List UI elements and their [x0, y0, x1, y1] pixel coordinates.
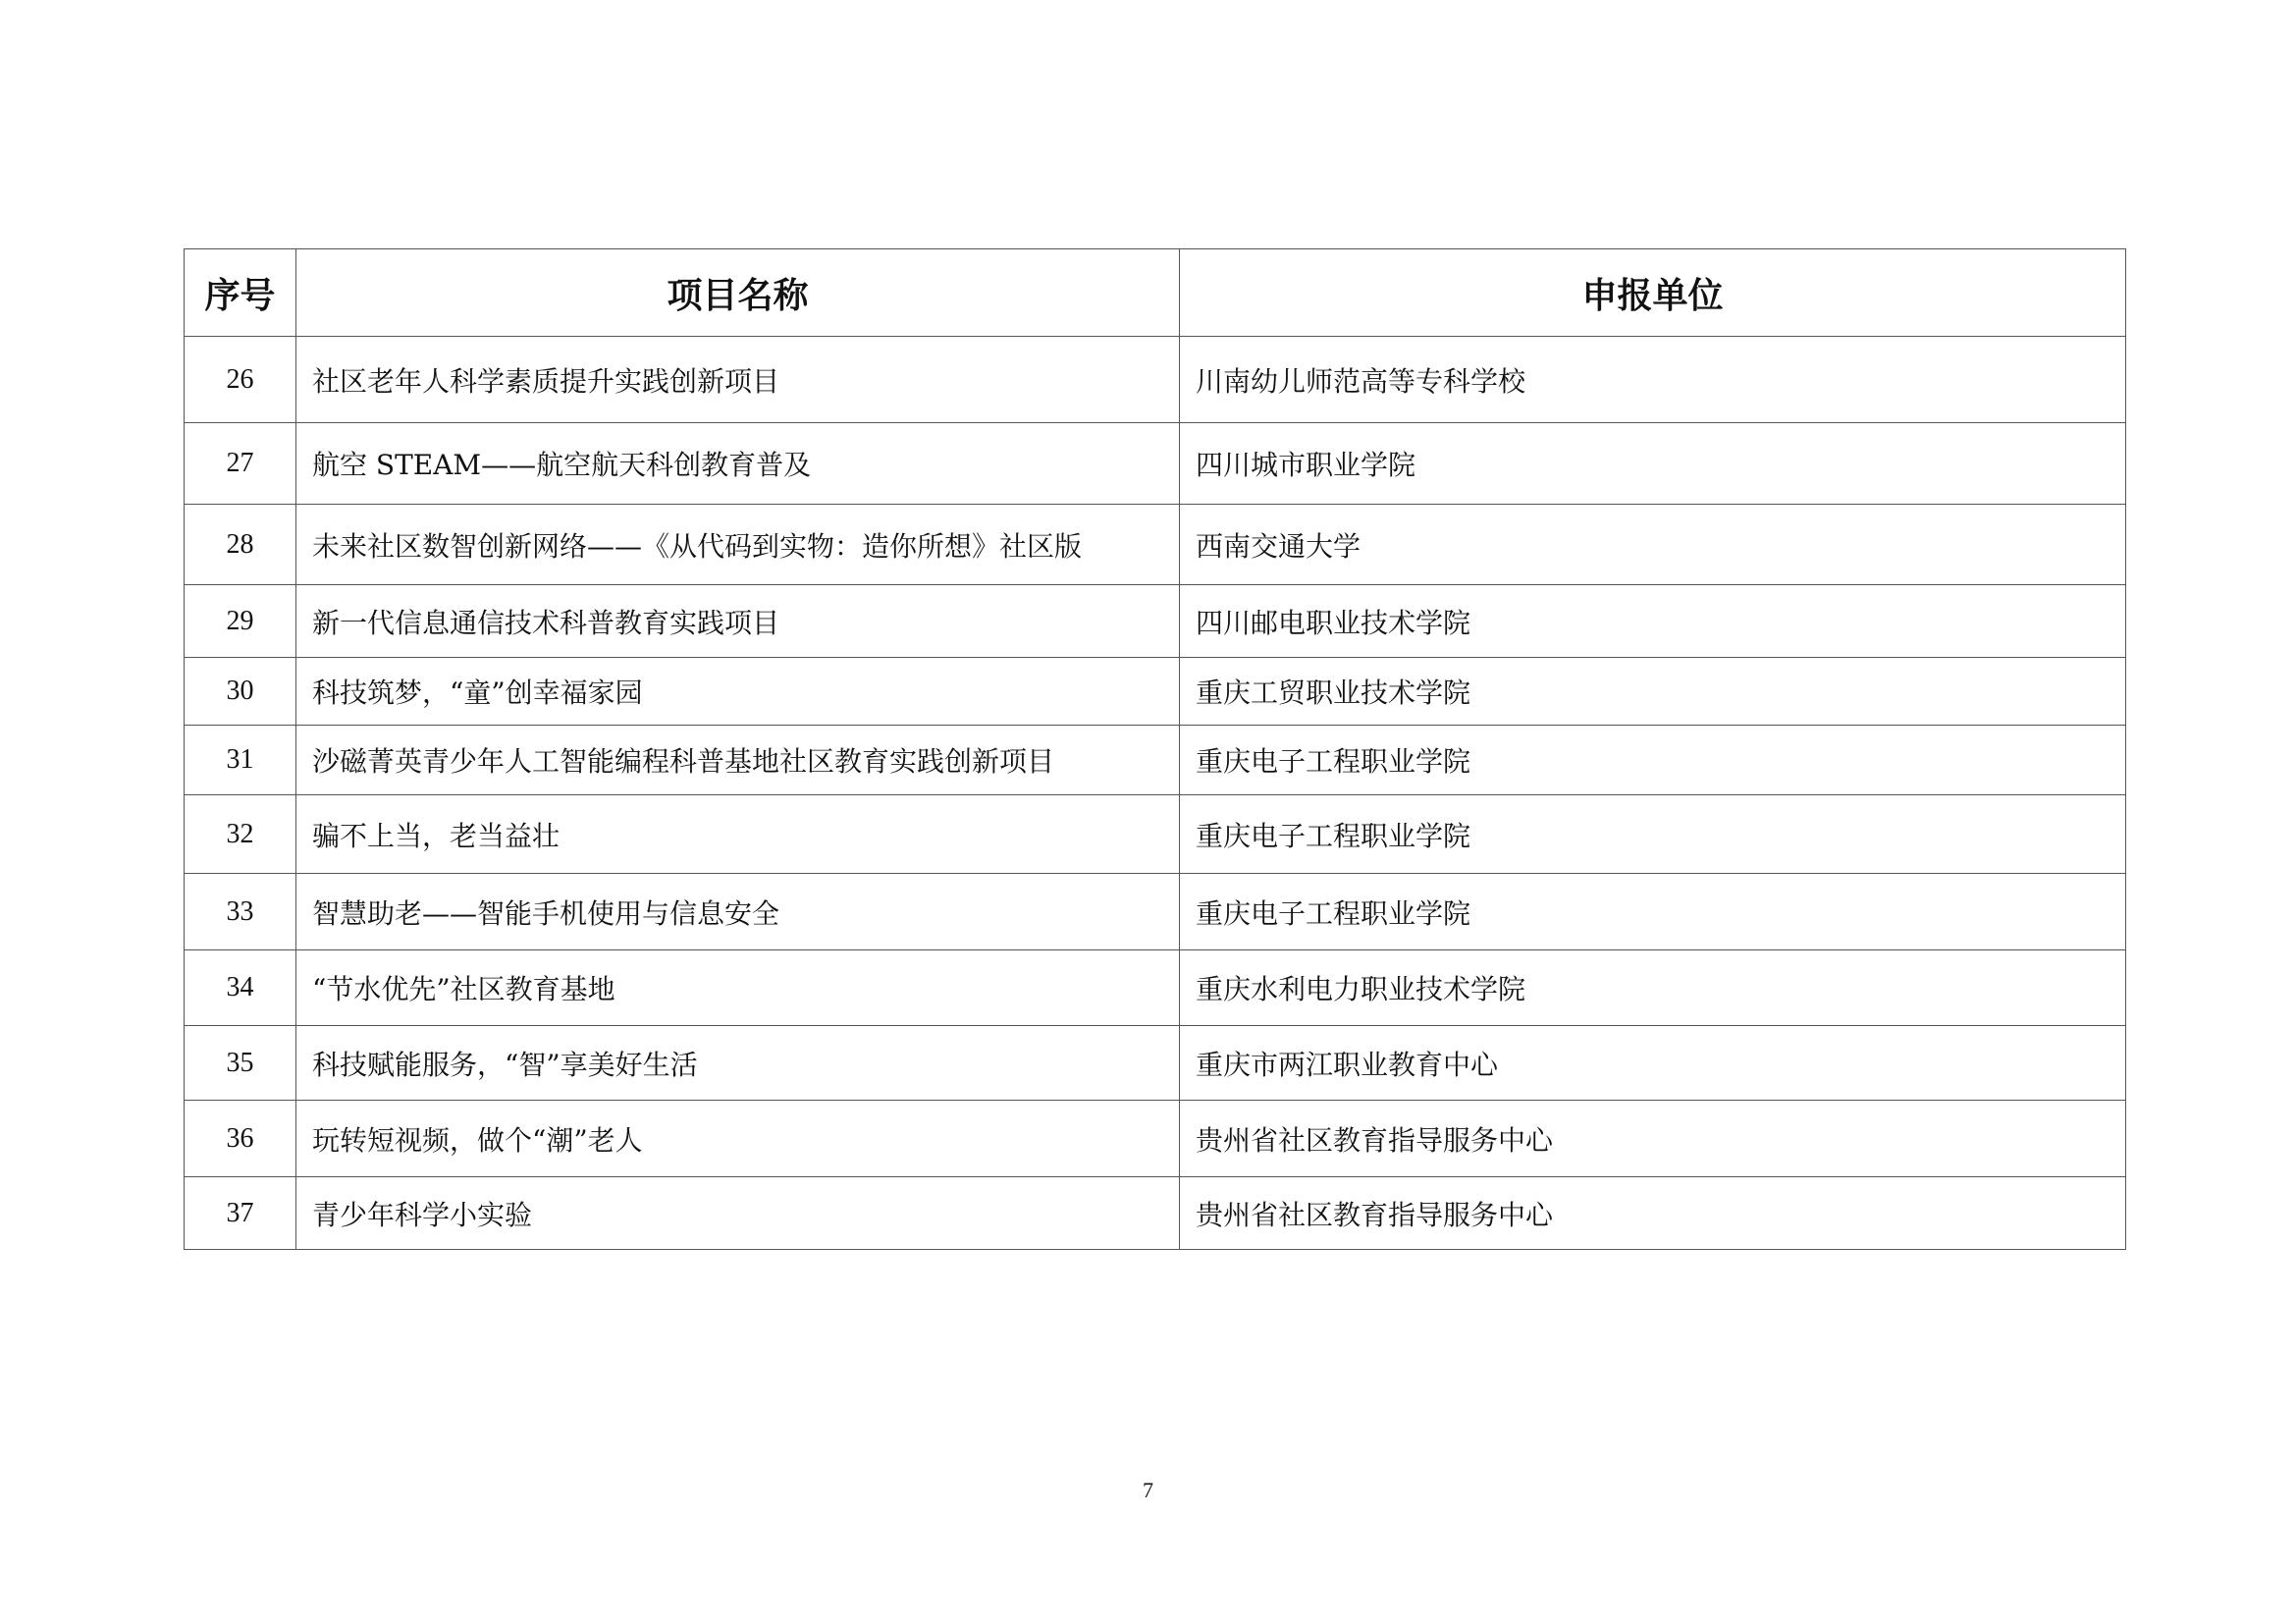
row-project-name: 智慧助老——智能手机使用与信息安全 — [296, 874, 1180, 950]
row-applicant-unit: 四川城市职业学院 — [1180, 423, 2126, 505]
row-index: 37 — [185, 1177, 296, 1250]
row-index: 32 — [185, 795, 296, 874]
row-index: 27 — [185, 423, 296, 505]
row-project-name: 航空 STEAM——航空航天科创教育普及 — [296, 423, 1180, 505]
row-applicant-unit: 重庆电子工程职业学院 — [1180, 874, 2126, 950]
project-table — [184, 248, 2126, 1250]
table-row — [185, 1026, 2126, 1101]
row-index: 30 — [185, 658, 296, 726]
row-project-name: 社区老年人科学素质提升实践创新项目 — [296, 337, 1180, 423]
row-project-name: 科技赋能服务，“智”享美好生活 — [296, 1026, 1180, 1101]
row-project-name: 新一代信息通信技术科普教育实践项目 — [296, 585, 1180, 658]
row-index: 36 — [185, 1101, 296, 1177]
row-applicant-unit: 重庆电子工程职业学院 — [1180, 726, 2126, 795]
row-project-name: 玩转短视频，做个“潮”老人 — [296, 1101, 1180, 1177]
row-applicant-unit: 贵州省社区教育指导服务中心 — [1180, 1177, 2126, 1250]
row-index: 29 — [185, 585, 296, 658]
row-applicant-unit: 重庆工贸职业技术学院 — [1180, 658, 2126, 726]
row-applicant-unit: 重庆电子工程职业学院 — [1180, 795, 2126, 874]
table-row — [185, 795, 2126, 874]
table-row — [185, 337, 2126, 423]
table-row — [185, 423, 2126, 505]
row-applicant-unit: 贵州省社区教育指导服务中心 — [1180, 1101, 2126, 1177]
row-project-name: 未来社区数智创新网络——《从代码到实物：造你所想》社区版 — [296, 505, 1180, 585]
row-index: 28 — [185, 505, 296, 585]
table-row — [185, 1101, 2126, 1177]
row-applicant-unit: 西南交通大学 — [1180, 505, 2126, 585]
row-project-name: “节水优先”社区教育基地 — [296, 950, 1180, 1026]
row-project-name: 青少年科学小实验 — [296, 1177, 1180, 1250]
row-applicant-unit: 川南幼儿师范高等专科学校 — [1180, 337, 2126, 423]
row-applicant-unit: 四川邮电职业技术学院 — [1180, 585, 2126, 658]
row-index: 34 — [185, 950, 296, 1026]
row-project-name: 沙磁菁英青少年人工智能编程科普基地社区教育实践创新项目 — [296, 726, 1180, 795]
table-header-row — [185, 249, 2126, 337]
row-applicant-unit: 重庆市两江职业教育中心 — [1180, 1026, 2126, 1101]
row-project-name: 骗不上当，老当益壮 — [296, 795, 1180, 874]
row-index: 35 — [185, 1026, 296, 1101]
table-row — [185, 1177, 2126, 1250]
row-index: 33 — [185, 874, 296, 950]
table-row — [185, 950, 2126, 1026]
header-index: 序号 — [185, 249, 296, 337]
header-project-name: 项目名称 — [296, 249, 1180, 337]
header-applicant-unit: 申报单位 — [1180, 249, 2126, 337]
table-row — [185, 585, 2126, 658]
row-index: 26 — [185, 337, 296, 423]
row-index: 31 — [185, 726, 296, 795]
row-applicant-unit: 重庆水利电力职业技术学院 — [1180, 950, 2126, 1026]
table-row — [185, 726, 2126, 795]
table-row — [185, 505, 2126, 585]
table-row — [185, 874, 2126, 950]
row-project-name: 科技筑梦，“童”创幸福家园 — [296, 658, 1180, 726]
table-row — [185, 658, 2126, 726]
page-number: 7 — [1143, 1478, 1153, 1502]
